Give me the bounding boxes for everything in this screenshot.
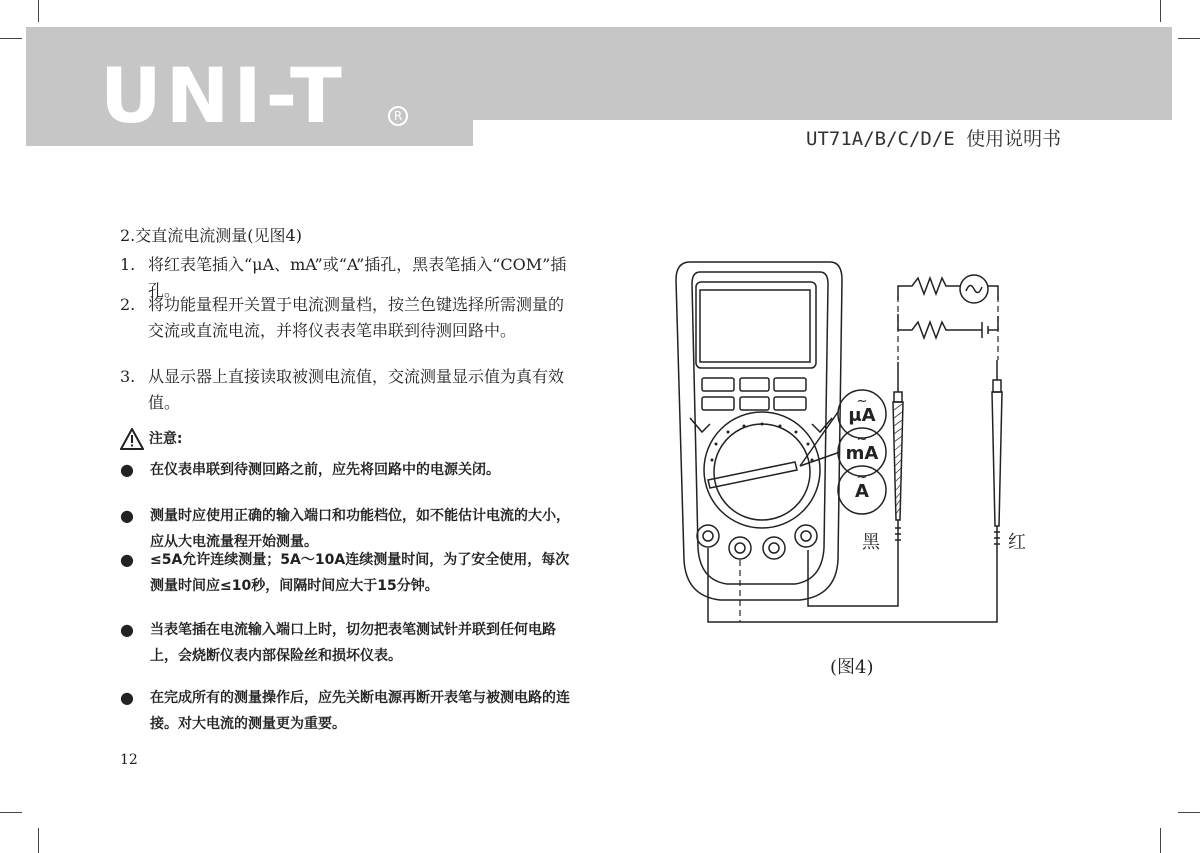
step-text: 将功能量程开关置于电流测量档，按兰色键选择所需测量的交流或直流电流，并将仪表表笔串联到待测回路中。 [148,295,565,340]
range-badge-microamp [842,394,882,426]
black-probe-label: 黑 [862,532,880,553]
bullet-icon: ● [120,550,134,569]
notice-text: 在完成所有的测量操作后，应先关断电源再断开表笔与被测电路的连接。对大电流的测量更为重要。 [150,690,570,732]
step-text: 将红表笔插入“μA、mA”或“A”插孔，黑表笔插入“COM”插孔。 [148,255,567,300]
range-label: A [855,481,869,502]
range-label: mA [845,443,879,464]
registered-mark: R [388,106,408,126]
ac-dc-symbol: ~ [856,470,868,485]
brand-logo: UNI-T [100,51,346,140]
range-badge-milliamp [842,432,882,464]
notice-text: ≤5A允许连续测量；5A～10A连续测量时间，为了安全使用，每次测量时间应≤10秒，间隔时间应大于15分钟。 [150,552,570,594]
step-text: 从显示器上直接读取被测电流值，交流测量显示值为真有效值。 [148,367,565,412]
step-number: 2. [120,295,136,314]
bullet-icon: ● [120,620,134,639]
step-number: 1. [120,255,136,274]
document-title: UT71A/B/C/D/E 使用说明书 [806,128,1062,150]
notice-text: 在仪表串联到待测回路之前，应先将回路中的电源关闭。 [150,462,500,478]
range-label: μA [848,405,876,426]
notice-text: 当表笔插在电流输入端口上时，切勿把表笔测试针并联到任何电路上，会烧断仪表内部保险丝和损坏仪表。 [150,622,556,664]
ac-dc-symbol: ~ [856,394,868,409]
figure-caption: (图4) [830,657,874,678]
notice-label: 注意: [148,431,183,447]
bullet-icon: ● [120,688,134,707]
bullet-icon: ● [120,506,134,525]
section-title: 2.交直流电流测量(见图4) [120,226,302,245]
range-badge-amp [842,470,882,502]
red-probe-label: 红 [1008,532,1026,553]
notice-text: 测量时应使用正确的输入端口和功能档位，如不能估计电流的大小，应从大电流量程开始测量。 [150,508,570,550]
step-number: 3. [120,367,136,386]
ac-dc-symbol: ~ [856,432,868,447]
bullet-icon: ● [120,460,134,479]
page-number: 12 [120,752,138,768]
